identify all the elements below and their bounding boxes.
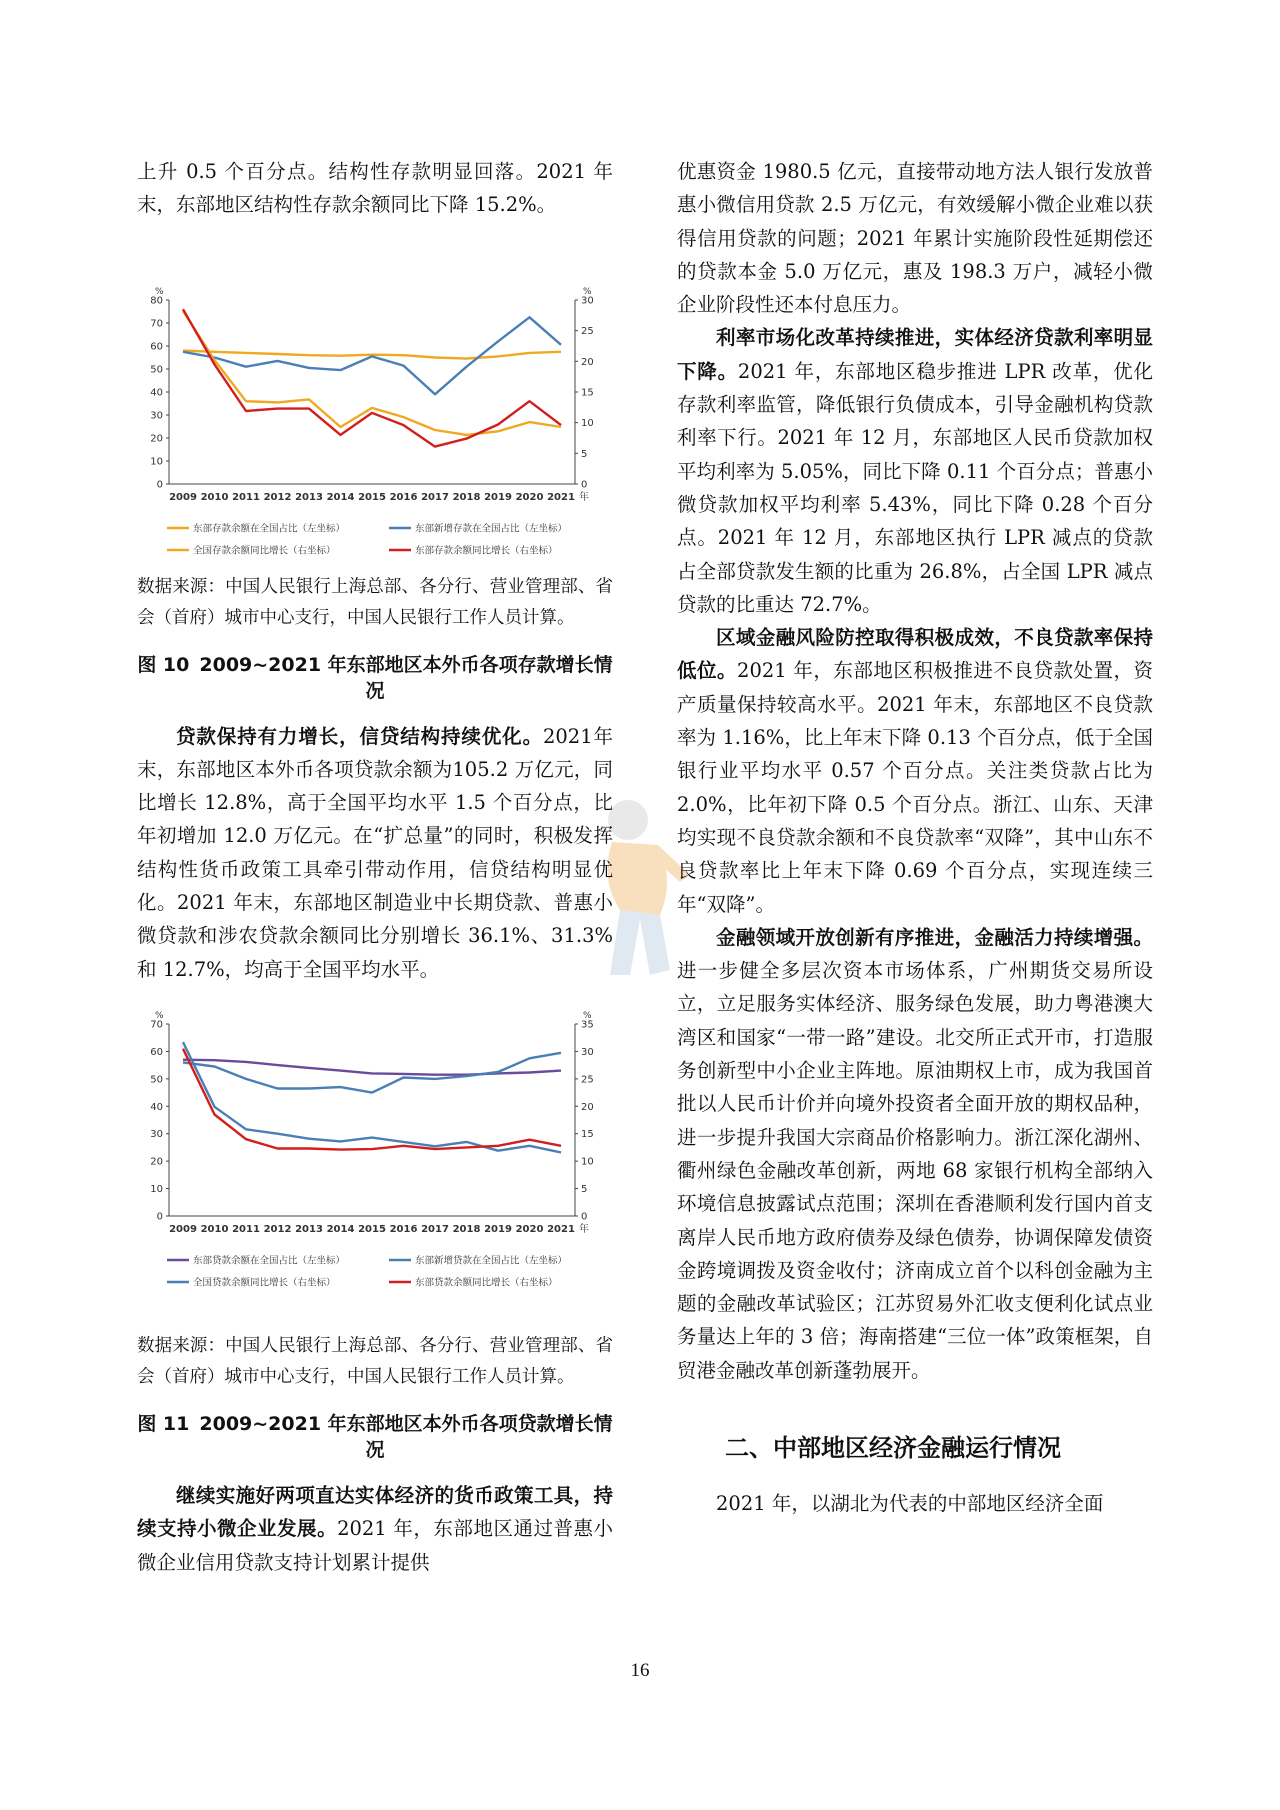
right-tick-label: 35 [581, 1019, 594, 1031]
x-tick-label: 2010 [200, 1223, 229, 1235]
left-tick-label: 80 [150, 295, 163, 307]
right-tick-label: 5 [581, 448, 588, 460]
left-column [137, 155, 613, 1579]
legend-label: 全国存款余额同比增长（右坐标） [193, 545, 336, 557]
right-tick-label: 25 [581, 1074, 594, 1086]
left-tick-label: 30 [150, 410, 163, 422]
right-tick-label: 10 [581, 1156, 594, 1168]
paragraph-risk [677, 621, 1153, 921]
legend-label: 东部贷款余额同比增长（右坐标） [415, 1277, 558, 1289]
x-tick-label: 2011 [232, 491, 260, 503]
chart-fig11 [137, 998, 613, 1323]
loans-body: 2021年末，东部地区本外币各项贷款余额为105.2 万亿元，同比增长 12.8%，高于全国平均水平 1.5 个百分点，比年初增加 12.0 万亿元。在“扩总量”的同时，积极发挥结构性货币政策工具牵引带动作用，信贷结构明显优化。2021 年末，东部地区制造业中长期贷款、普惠小微贷款和涉农贷款余额同比分别增长 36.1%、31.3%和 12.7%，均高于全国平均水平。 [137, 724, 613, 981]
left-tick-label: 20 [150, 433, 163, 445]
risk-body: 2021 年，东部地区积极推进不良贷款处置，资产质量保持较高水平。2021 年末，东部地区不良贷款率为 1.16%，比上年末下降 0.13 个百分点，低于全国银行业平均水平 0.57 个百分点。关注类贷款占比为 2.0%，比年初下降 0.5 个百分点。浙江、山东、天津均实现不良贷款余额和不良贷款率“双降”，其中山东不良贷款率比上年末下降 0.69 个百分点，实现连续三年“双降”。 [677, 659, 1153, 916]
left-axis-unit: % [155, 1010, 164, 1021]
x-tick-label: 2010 [200, 491, 229, 503]
x-tick-label: 2012 [263, 1223, 292, 1235]
chart-fig10 [137, 222, 613, 562]
x-axis-suffix: 年 [579, 1223, 589, 1235]
right-tick-label: 0 [581, 479, 588, 491]
left-tick-label: 40 [150, 1101, 163, 1113]
legend-label: 东部新增存款在全国占比（左坐标） [415, 523, 568, 535]
x-tick-label: 2011 [232, 1223, 260, 1235]
rates-body: 2021 年，东部地区稳步推进 LPR 改革，优化存款利率监管，降低银行负债成本，引导金融机构贷款利率下行。2021 年 12 月，东部地区人民币贷款加权平均利率为 5.05%，同比下降 0.11 个百分点；普惠小微贷款加权平均利率 5.43%，同比下降 0.28 个百分点。2021 年 12 月，东部地区执行 LPR 减点的贷款占全部贷款发生额的比重为 26.8%，占全国 LPR 减点贷款的比重达 72.7%。 [677, 359, 1153, 616]
right-tick-label: 20 [581, 1101, 594, 1113]
left-tick-label: 70 [150, 1019, 163, 1031]
series-line-1 [183, 1060, 561, 1075]
x-tick-label: 2013 [295, 1223, 323, 1235]
fig11-source: 数据来源：中国人民银行上海总部、各分行、营业管理部、省会（首府）城市中心支行，中国人民银行工作人员计算。 [137, 1335, 613, 1387]
paragraph-central: 2021 年，以湖北为代表的中部地区经济全面 [716, 1491, 1104, 1515]
right-tick-label: 10 [581, 417, 594, 429]
paragraph-deposit-end: 上升 0.5 个百分点。结构性存款明显回落。2021 年末，东部地区结构性存款余额同比下降 15.2%。 [137, 160, 613, 217]
left-tick-label: 40 [150, 387, 163, 399]
x-tick-label: 2016 [389, 491, 418, 503]
fig10-caption-number: 图 10 [137, 653, 190, 676]
x-tick-label: 2019 [484, 1223, 512, 1235]
x-tick-label: 2014 [326, 1223, 355, 1235]
series-line-4 [183, 1049, 561, 1150]
x-tick-label: 2015 [358, 491, 386, 503]
left-tick-label: 0 [156, 479, 163, 491]
legend-label: 东部存款余额同比增长（右坐标） [415, 545, 558, 557]
x-tick-label: 2020 [515, 491, 544, 503]
right-tick-label: 0 [581, 1211, 588, 1223]
left-tick-label: 60 [150, 1046, 163, 1058]
x-tick-label: 2014 [326, 491, 355, 503]
x-tick-label: 2018 [452, 491, 481, 503]
x-tick-label: 2020 [515, 1223, 544, 1235]
right-tick-label: 20 [581, 356, 594, 368]
fig10-caption-text: 2009~2021 年东部地区本外币各项存款增长情况 [199, 653, 613, 702]
right-tick-label: 25 [581, 325, 594, 337]
x-tick-label: 2013 [295, 491, 323, 503]
series-line-3 [183, 1042, 561, 1152]
right-tick-label: 30 [581, 1046, 594, 1058]
fig10-source: 数据来源：中国人民银行上海总部、各分行、营业管理部、省会（首府）城市中心支行，中国人民银行工作人员计算。 [137, 576, 613, 628]
x-tick-label: 2021 [547, 491, 575, 503]
left-tick-label: 50 [150, 1074, 163, 1086]
left-tick-label: 70 [150, 318, 163, 330]
x-tick-label: 2018 [452, 1223, 481, 1235]
x-tick-label: 2015 [358, 1223, 386, 1235]
fig10-caption [137, 652, 613, 704]
opening-heading: 金融领域开放创新有序推进，金融活力持续增强。 [716, 925, 1153, 949]
left-tick-label: 10 [150, 1184, 163, 1196]
left-tick-label: 0 [156, 1211, 163, 1223]
x-tick-label: 2019 [484, 491, 512, 503]
series-line-3 [183, 311, 561, 435]
fig11-caption [137, 1411, 613, 1463]
right-axis-unit: % [583, 286, 592, 297]
paragraph-loans [137, 720, 613, 986]
right-tick-label: 15 [581, 1129, 594, 1141]
left-tick-label: 20 [150, 1156, 163, 1168]
left-axis-unit: % [155, 286, 164, 297]
right-column [677, 155, 1153, 1520]
left-tick-label: 60 [150, 341, 163, 353]
fig11-caption-text: 2009~2021 年东部地区本外币各项贷款增长情况 [199, 1412, 613, 1461]
right-tick-label: 15 [581, 387, 594, 399]
rates-heading: 利率市场化改革持续推进，实体经济贷款利率明显下降。 [677, 326, 1153, 383]
x-tick-label: 2009 [169, 491, 197, 503]
page-number: 16 [630, 1660, 650, 1681]
legend-label: 东部贷款余额在全国占比（左坐标） [193, 1255, 346, 1267]
x-tick-label: 2012 [263, 491, 292, 503]
right-tick-label: 5 [581, 1184, 588, 1196]
legend-label: 东部新增贷款在全国占比（左坐标） [415, 1255, 568, 1267]
paragraph-opening [677, 921, 1153, 1387]
legend-label: 东部存款余额在全国占比（左坐标） [193, 523, 346, 535]
x-tick-label: 2017 [421, 1223, 449, 1235]
left-tick-label: 50 [150, 364, 163, 376]
tools-body: 2021 年，东部地区通过普惠小微企业信用贷款支持计划累计提供 [137, 1517, 613, 1574]
left-tick-label: 30 [150, 1129, 163, 1141]
paragraph-rates [677, 321, 1153, 621]
paragraph-support-cont: 优惠资金 1980.5 亿元，直接带动地方法人银行发放普惠小微信用贷款 2.5 万亿元，有效缓解小微企业难以获得信用贷款的问题；2021 年累计实施阶段性延期偿还的贷款本金 5.0 万亿元，惠及 198.3 万户，减轻小微企业阶段性还本付息压力。 [677, 160, 1153, 317]
x-tick-label: 2021 [547, 1223, 575, 1235]
right-axis-unit: % [583, 1010, 592, 1021]
section-title: 二、中部地区经济金融运行情况 [725, 1433, 1061, 1462]
x-tick-label: 2017 [421, 491, 449, 503]
x-tick-label: 2016 [389, 1223, 418, 1235]
left-tick-label: 10 [150, 456, 163, 468]
tools-heading: 继续实施好两项直达实体经济的货币政策工具，持续支持小微企业发展。 [137, 1483, 613, 1541]
x-axis-suffix: 年 [579, 491, 589, 503]
opening-body: 进一步健全多层次资本市场体系，广州期货交易所设立，立足服务实体经济、服务绿色发展，助力粤港澳大湾区和国家“一带一路”建设。北交所正式开市，打造服务创新型中小企业主阵地。原油期权上市，成为我国首批以人民币计价并向境外投资者全面开放的期权品种，进一步提升我国大宗商品价格影响力。浙江深化湖州、衢州绿色金融改革创新，两地 68 家银行机构全部纳入环境信息披露试点范围；深圳在香港顺利发行国内首支离岸人民币地方政府债券及绿色债券，协调保障发债资金跨境调拨及资金收付；济南成立首个以科创金融为主题的金融改革试验区；江苏贸易外汇收支便利化试点业务量达上年的 3 倍；海南搭建“三位一体”政策框架，自贸港金融改革创新蓬勃展开。 [677, 959, 1153, 1382]
series-line-4 [183, 309, 561, 446]
fig11-caption-number: 图 11 [137, 1412, 190, 1435]
paragraph-tools [137, 1479, 613, 1579]
x-tick-label: 2009 [169, 1223, 197, 1235]
legend-label: 全国贷款余额同比增长（右坐标） [193, 1277, 336, 1289]
loans-heading: 贷款保持有力增长，信贷结构持续优化。 [176, 724, 543, 748]
right-tick-label: 30 [581, 295, 594, 307]
risk-heading: 区域金融风险防控取得积极成效，不良贷款率保持低位。 [677, 626, 1153, 683]
